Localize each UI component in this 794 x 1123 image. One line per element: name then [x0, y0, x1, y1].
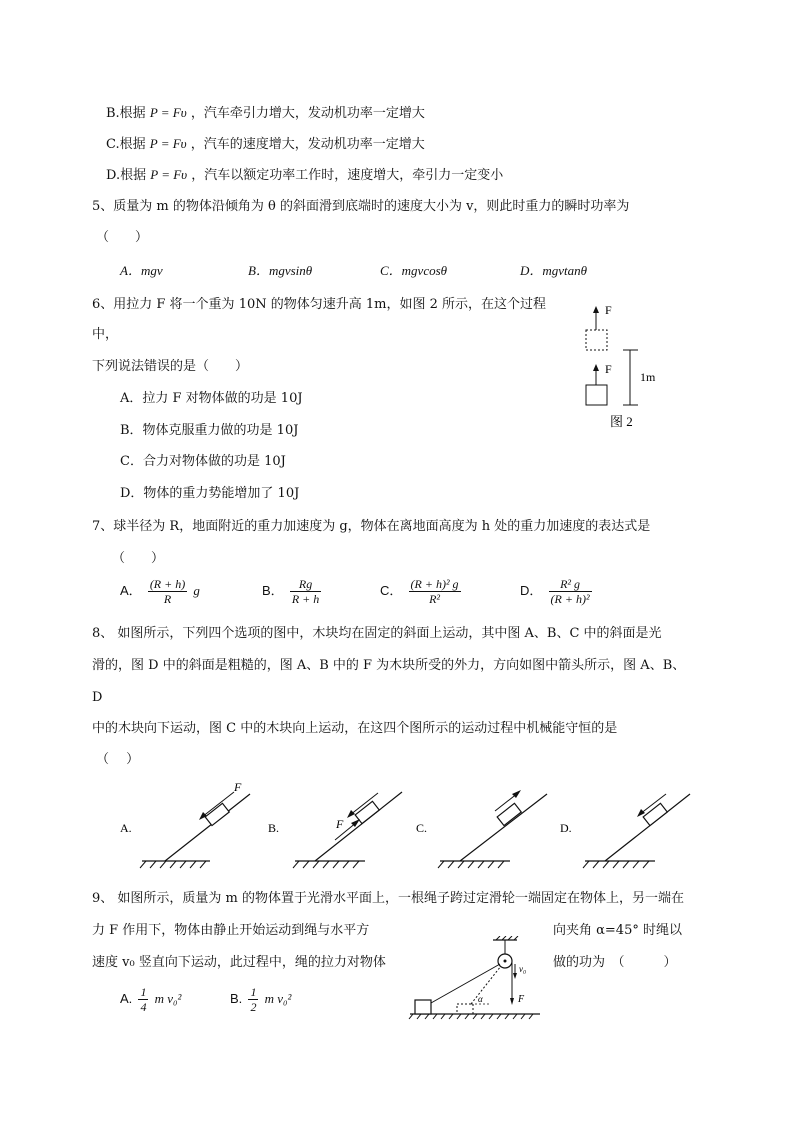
q6-stem-line3: 下列说法错误的是（ ）	[92, 359, 249, 374]
fig-d-label: D.	[560, 821, 572, 835]
ground-hatch	[438, 861, 504, 868]
q4-d-formula: P = Fυ	[150, 167, 188, 182]
block	[643, 803, 667, 825]
q4-b-formula: P = Fυ	[149, 105, 187, 120]
q9-a-num: 1	[140, 985, 147, 999]
q7-option-d	[520, 577, 594, 606]
q7-b-fraction	[290, 577, 321, 606]
q4-b-pre: B.根据	[106, 106, 146, 121]
q7-option-b	[262, 577, 323, 606]
q7-b-num: Rg	[290, 577, 321, 592]
q9-b-den: 2	[250, 1000, 257, 1014]
q5-paren: （ ）	[96, 230, 149, 245]
q9-line1: 9、 如图所示，质量为 m 的物体置于光滑水平面上，一根绳子跨过定滑轮一端固定在物体上，另一端在	[92, 891, 684, 906]
velocity-arrowhead	[513, 973, 517, 979]
force-label-bottom: F	[605, 362, 612, 376]
q4-c-post: ，汽车的速度增大，发动机功率一定增大	[190, 137, 425, 152]
arrowhead-top	[593, 306, 599, 313]
q7-a-fraction	[148, 577, 187, 606]
q7-b-label: B．	[262, 583, 284, 598]
figure-caption: 图 2	[610, 414, 633, 429]
q7-d-den: (R + h)²	[550, 592, 590, 606]
q9-b-label: B.	[230, 991, 243, 1006]
ground-hatch	[583, 861, 649, 868]
incline	[315, 792, 402, 861]
q7-option-a	[120, 577, 200, 606]
q9-b-tail: m v₀²	[264, 991, 292, 1006]
force-label: F	[518, 994, 525, 1005]
floor-hatch	[409, 1014, 533, 1019]
q9-line2a: 力 F 作用下，物体由静止开始运动到绳与水平方	[92, 923, 370, 938]
q7-c-label: C．	[380, 583, 403, 598]
q4-c-formula: P = Fυ	[149, 136, 187, 151]
ground-hatch	[293, 861, 359, 868]
force-label: F	[234, 780, 242, 794]
arrowhead-bottom	[593, 364, 599, 371]
q5-option-a: A．mgv	[120, 263, 163, 278]
q9-a-label: A.	[120, 991, 133, 1006]
q8-line4: 中的木块向下运动，图 C 中的木块向上运动，在这四个图所示的运动过程中机械能守恒的是	[92, 721, 618, 736]
box-solid	[586, 385, 607, 405]
q6-option-a: A．拉力 F 对物体做的功是 10J	[120, 391, 303, 406]
q7-c-fraction	[409, 577, 461, 606]
q9-line2b: 向夹角 α=45° 时绳以	[553, 923, 682, 938]
q8-line3: D	[92, 690, 103, 705]
q7-stem: 7、球半径为 R，地面附近的重力加速度为 g，物体在离地面高度为 h 处的重力加速度的表达式是	[92, 519, 651, 534]
force-label-top: F	[605, 303, 612, 317]
pulley-axle	[504, 960, 507, 963]
q4-d-post: ，汽车以额定功率工作时，速度增大，牵引力一定变小	[191, 168, 504, 183]
force-arrowhead	[199, 812, 207, 820]
q8-figure-d	[560, 794, 690, 868]
q7-b-den: R + h	[291, 592, 320, 606]
q7-c-den: R²	[429, 592, 441, 606]
q6-option-d: D．物体的重力势能增加了 10J	[120, 486, 300, 501]
box-dashed	[586, 330, 607, 350]
q8-figure-a	[120, 780, 250, 868]
q6-figure-2	[578, 300, 668, 435]
q6-option-b: B．物体克服重力做的功是 10J	[120, 423, 299, 438]
ground-hatch	[140, 861, 206, 868]
q7-paren: （ ）	[112, 551, 165, 566]
incline	[605, 794, 690, 861]
q4-c-pre: C.根据	[106, 137, 146, 152]
q7-d-fraction	[549, 577, 592, 606]
q9-b-num: 1	[250, 985, 257, 999]
q8-line1: 8、 如图所示，下列四个选项的图中，木块均在固定的斜面上运动，其中图 A、B、C 中的斜面是光	[92, 626, 662, 641]
q7-a-tail: g	[193, 583, 200, 598]
angle-label: α	[478, 994, 483, 1004]
q4-option-c	[106, 135, 425, 154]
q8-figure-b	[268, 792, 402, 868]
q5-option-d: D．mgvtanθ	[520, 263, 588, 278]
q8-line2: 滑的，图 D 中的斜面是粗糙的，图 A、B 中的 F 为木块所受的外力，方向如图中箭头所示，图 A、B、	[92, 658, 686, 673]
q9-figure	[405, 936, 555, 1026]
q4-option-d	[106, 166, 503, 185]
force-arrowhead	[510, 998, 514, 1005]
q7-a-den: R	[163, 592, 172, 606]
q5-option-c: C．mgvcosθ	[380, 263, 448, 278]
rope-initial	[431, 964, 500, 1003]
q9-option-b	[230, 985, 291, 1014]
q5-option-b: B．mgvsinθ	[248, 263, 313, 278]
fig-a-label: A.	[120, 821, 132, 835]
q7-c-num: (R + h)² g	[410, 577, 459, 591]
q5-stem: 5、质量为 m 的物体沿倾角为 θ 的斜面滑到底端时的速度大小为 v，则此时重力的瞬时功率为	[92, 199, 630, 214]
block-initial	[415, 1000, 431, 1014]
q4-d-pre: D.根据	[106, 168, 147, 183]
q7-d-num: R² g	[549, 577, 592, 592]
fig-b-label: B.	[268, 821, 280, 835]
block-final-dashed	[457, 1004, 473, 1014]
q9-line3b: 做的功为 （ ）	[553, 955, 677, 970]
q9-a-den: 4	[140, 1000, 147, 1014]
motion-arrowhead	[347, 810, 355, 818]
q4-b-post: ，汽车牵引力增大，发动机功率一定增大	[190, 106, 425, 121]
q7-a-num: (R + h)	[149, 577, 186, 591]
q9-a-fraction	[138, 985, 148, 1014]
q9-a-tail: m v₀²	[154, 991, 182, 1006]
q8-figures	[110, 776, 710, 876]
q7-a-label: A．	[120, 583, 142, 598]
q9-option-a	[120, 985, 181, 1014]
velocity-label: v₀	[519, 964, 527, 974]
q6-option-c: C．合力对物体做的功是 10J	[120, 454, 286, 469]
block	[205, 803, 229, 825]
q8-figure-c	[416, 790, 547, 868]
q7-option-c	[380, 577, 463, 606]
force-label: F	[336, 817, 344, 831]
incline	[165, 794, 250, 861]
q8-paren: （ ）	[96, 752, 140, 767]
q4-option-b	[106, 104, 425, 123]
fig-c-label: C.	[416, 821, 428, 835]
q6-stem-line1: 6、用拉力 F 将一个重为 10N 的物体匀速升高 1m，如图 2 所示，在这个过程	[92, 297, 547, 312]
q9-line3a: 速度 v₀ 竖直向下运动，此过程中，绳的拉力对物体	[92, 955, 386, 970]
q7-d-label: D．	[520, 583, 543, 598]
height-label: 1m	[640, 370, 656, 384]
q9-b-fraction	[248, 985, 258, 1014]
q6-stem-line2: 中，	[92, 327, 119, 342]
